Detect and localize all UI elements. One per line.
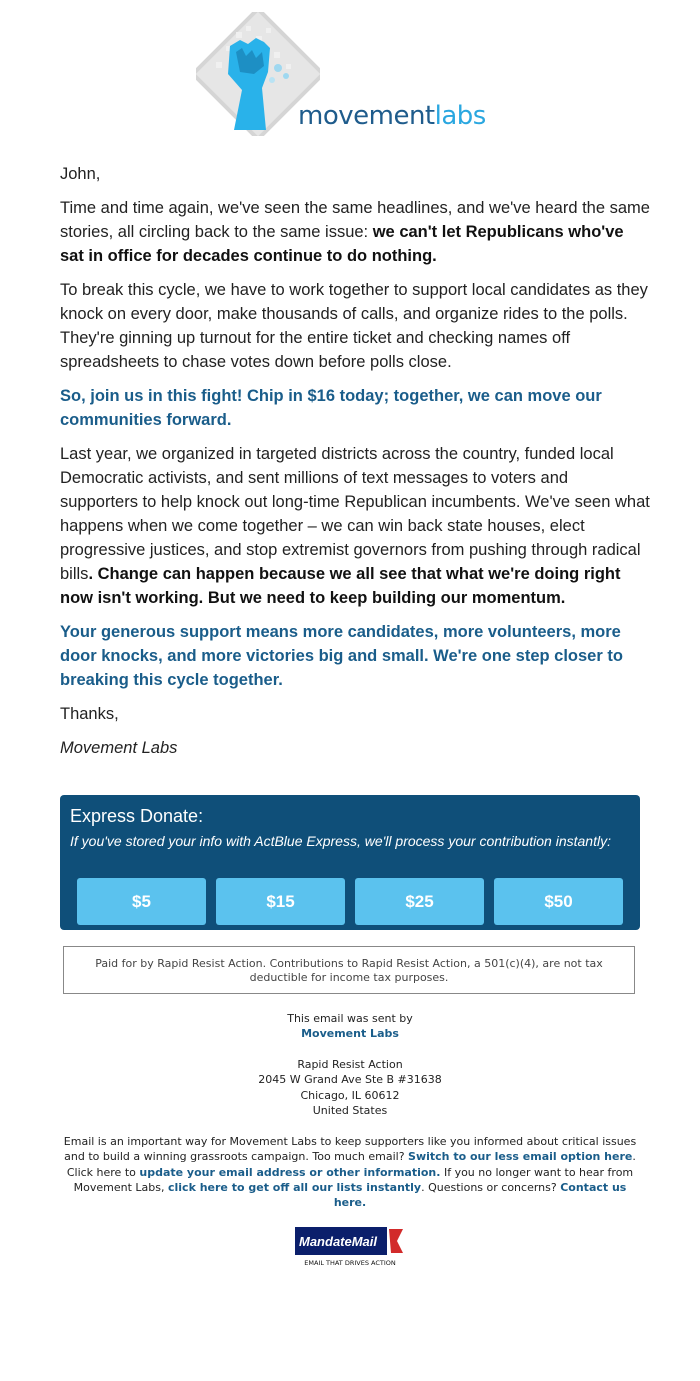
email-body (60, 162, 650, 770)
mandatemail-tagline: EMAIL THAT DRIVES ACTION (304, 1259, 396, 1267)
paragraph-2: To break this cycle, we have to work together to support local candidates as they knock on every door, make thousands of calls, and organize rides to the polls. They're ginning up turnout for the entire ticket and checking names off spreadsheets to chase votes down before polls close. (60, 281, 648, 371)
paragraph-1: Time and time again, we've seen the same headlines, and we've heard the same stories, all circling back to the same issue: we can't let Republicans who've sat in office for decades continue to do nothing. (60, 199, 650, 265)
email-preferences-notice: Email is an important way for Movement Labs to keep supporters like you informed about critical issues and to build a winning grassroots campaign. Too much email? Switch to our less email option here. Click here to update your email address or other information. If you no longer want to hear from Movement Labs, click here to get off all our lists instantly. Questions or concerns? Contact us here. (63, 1135, 637, 1210)
greeting: John, (60, 165, 101, 183)
mandatemail-wordmark: MandateMail (299, 1234, 378, 1249)
paragraph-3-callout: So, join us in this fight! Chip in $16 today; together, we can move our communities forward. (60, 387, 602, 429)
address-line: Rapid Resist Action (297, 1058, 403, 1071)
paragraph-5-callout: Your generous support means more candidates, more volunteers, more door knocks, and more victories big and small. We're one step closer to breaking this cycle together. (60, 623, 623, 689)
express-donate-title: Express Donate: (70, 806, 204, 826)
address-line: 2045 W Grand Ave Ste B #31638 (258, 1073, 442, 1087)
sent-by-label: This email was sent by (287, 1012, 413, 1025)
mailing-address (60, 1057, 640, 1118)
address-line: Chicago, IL 60612 (300, 1088, 400, 1102)
unsubscribe-link[interactable]: click here to get off all our lists instantly (167, 1180, 422, 1194)
signature: Movement Labs (60, 739, 178, 757)
address-line: United States (312, 1103, 388, 1117)
donate-50-button[interactable]: $50 (494, 878, 623, 925)
paragraph-4: Last year, we organized in targeted districts across the country, funded local Democratic activists, and sent millions of text messages to voters and supporters to help knock out long-time Republican incumbents. We've seen what happens when we come together – we can win back state houses, elect progressive justices, and stop extremist governors from pushing through radical bills. Change can happen because we all see that what we're doing right now isn't working. But we need to keep building our momentum. (60, 445, 650, 607)
movement-labs-logo (196, 12, 506, 136)
donate-5-button[interactable]: $5 (77, 878, 206, 925)
express-donate-subtitle: If you've stored your info with ActBlue Express, we'll process your contribution instantly: (70, 833, 611, 849)
mandatemail-logo[interactable] (295, 1227, 405, 1268)
sent-by-block (60, 1011, 640, 1042)
express-donate-panel (60, 795, 640, 930)
sender-name: Movement Labs (301, 1027, 399, 1041)
paid-for-disclaimer: Paid for by Rapid Resist Action. Contributions to Rapid Resist Action, a 501(c)(4), are not tax deductible for income tax purposes. (63, 946, 635, 994)
less-email-link[interactable]: Switch to our less email option here (408, 1150, 633, 1164)
contact-us-link[interactable]: Contact us here. (333, 1180, 627, 1210)
closing: Thanks, (60, 705, 119, 723)
logo-wordmark: movementlabs (298, 101, 486, 131)
update-email-link[interactable]: update your email address or other information. (139, 1165, 441, 1179)
donate-15-button[interactable]: $15 (216, 878, 345, 925)
donate-25-button[interactable]: $25 (355, 878, 484, 925)
